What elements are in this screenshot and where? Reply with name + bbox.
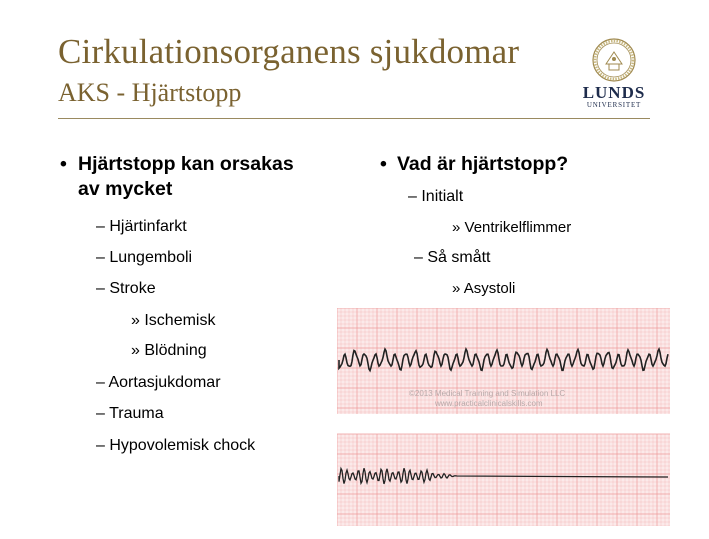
list-item-stroke: – Stroke [96,280,156,297]
list-item-blodning: » Blödning [131,342,207,359]
logo-wordmark: LUNDS [582,83,646,102]
right-heading: Vad är hjärtstopp? [397,153,569,175]
list-item-ventrikelflimmer: » Ventrikelflimmer [452,219,572,236]
list-item-hypovolemisk: – Hypovolemisk chock [96,437,256,454]
list-item-label: Lungemboli [109,249,193,266]
slide-title: Cirkulationsorganens sjukdomar [58,32,520,71]
list-item-trauma: – Trauma [96,405,164,422]
list-item-label: Stroke [109,280,156,297]
list-item-label: Initialt [421,188,464,205]
list-item-label: Trauma [109,405,164,422]
list-item-ischemisk: » Ischemisk [131,312,216,329]
bullet-dot: • [60,153,67,175]
list-item-label: Ventrikelflimmer [464,219,572,236]
list-item-initialt: – Initialt [408,188,464,205]
list-item-label: Ischemisk [144,312,216,329]
left-heading-line2: av mycket [78,178,173,200]
list-item-asystoli: » Asystoli [452,280,516,297]
list-item-aortasjukdomar: – Aortasjukdomar [96,374,221,391]
list-item-label: Aortasjukdomar [108,374,221,391]
list-item-lungemboli: – Lungemboli [96,249,193,266]
slide-subtitle: AKS - Hjärtstopp [58,78,242,107]
list-item-label: Så smått [427,249,491,266]
title-divider [58,118,650,119]
left-heading-line1: Hjärtstopp kan orsakas [78,153,294,175]
university-logo [578,38,650,110]
logo-subtext: UNIVERSITET [586,101,642,109]
list-item-label: Hypovolemisk chock [109,437,256,454]
bullet-dot: • [380,153,387,175]
list-item-sa-smatt: – Så smått [414,249,491,266]
list-item-label: Asystoli [463,280,516,297]
list-item-label: Blödning [144,342,207,359]
ecg-watermark-line1: ©2013 Medical Training and Simulation LLC [409,389,566,398]
ecg-asystole-strip [337,428,670,526]
ecg-ventricular-fibrillation-strip [337,308,670,414]
ecg-watermark-line2: www.practicalclinicalskills.com [435,399,543,408]
list-item-hjartinfarkt: – Hjärtinfarkt [96,218,187,235]
university-seal-icon [592,38,636,82]
list-item-label: Hjärtinfarkt [109,218,187,235]
